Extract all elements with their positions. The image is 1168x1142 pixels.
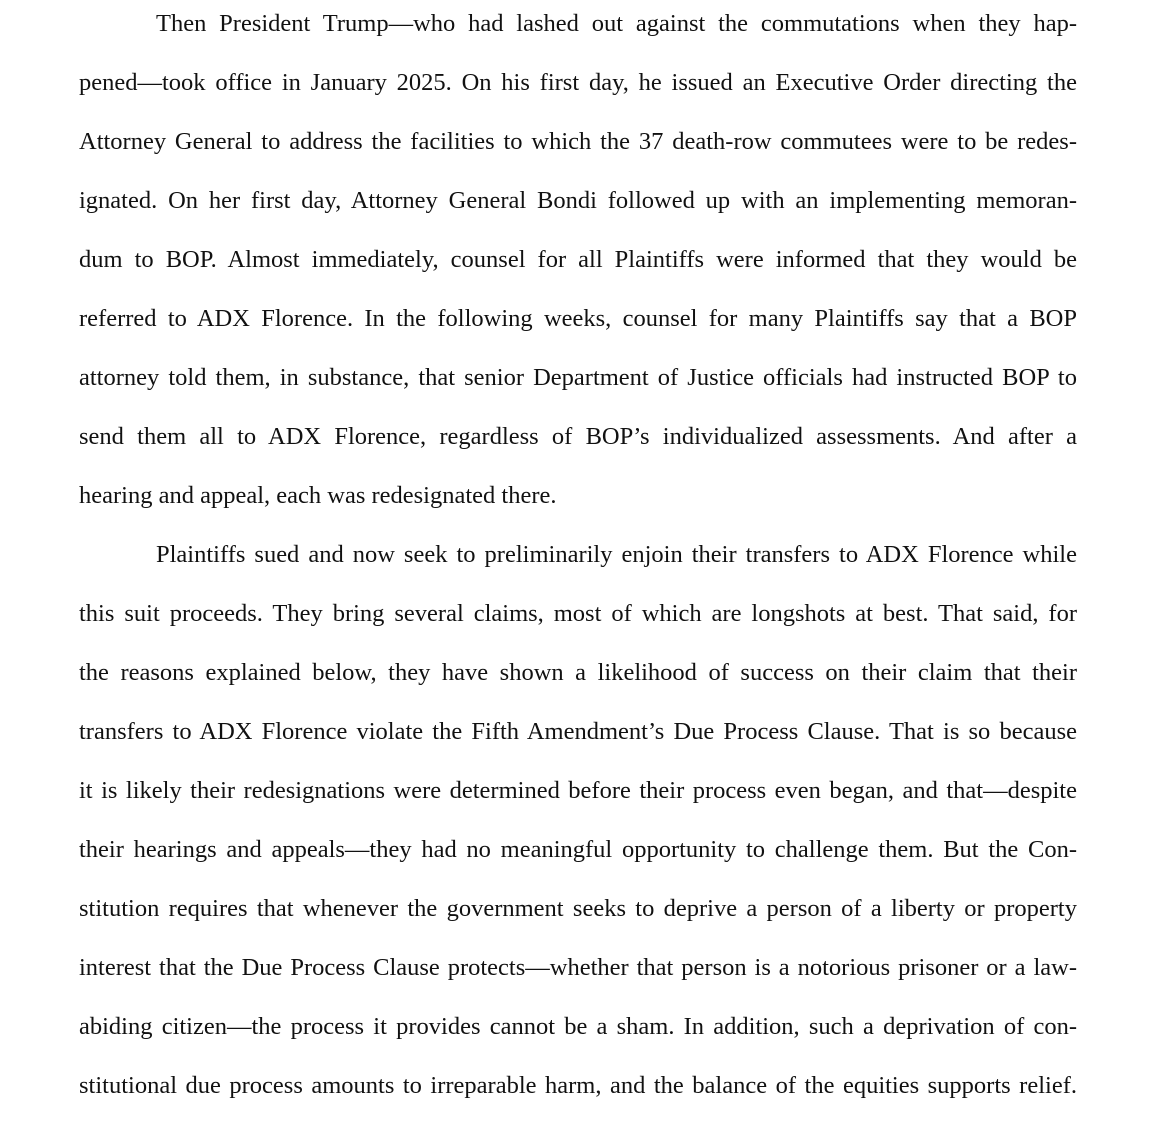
text-line: Plaintiffs sued and now seek to preliminarily enjoin their transfers to ADX Florence while <box>156 541 1077 568</box>
text-line: ignated. On her first day, Attorney General Bondi followed up with an implementing memoran- <box>79 187 1077 214</box>
text-line: pened—took office in January 2025. On his first day, he issued an Executive Order directing the <box>79 69 1077 96</box>
text-line: transfers to ADX Florence violate the Fifth Amendment’s Due Process Clause. That is so because <box>79 718 1077 745</box>
text-line: dum to BOP. Almost immediately, counsel for all Plaintiffs were informed that they would be <box>79 246 1077 273</box>
text-line: interest that the Due Process Clause protects—whether that person is a notorious prisoner or a law- <box>79 954 1077 981</box>
text-line: Then President Trump—who had lashed out against the commutations when they hap- <box>156 10 1077 37</box>
text-line: stitutional due process amounts to irreparable harm, and the balance of the equities supports relief. <box>79 1072 1077 1099</box>
text-line: their hearings and appeals—they had no meaningful opportunity to challenge them. But the Con- <box>79 836 1077 863</box>
text-line: abiding citizen—the process it provides cannot be a sham. In addition, such a deprivation of con- <box>79 1013 1077 1040</box>
text-line: this suit proceeds. They bring several claims, most of which are longshots at best. That said, for <box>79 600 1077 627</box>
text-line: stitution requires that whenever the government seeks to deprive a person of a liberty or property <box>79 895 1077 922</box>
text-line: it is likely their redesignations were determined before their process even began, and that—despite <box>79 777 1077 804</box>
text-line: attorney told them, in substance, that senior Department of Justice officials had instructed BOP to <box>79 364 1077 391</box>
text-line: Attorney General to address the facilities to which the 37 death-row commutees were to be redes- <box>79 128 1077 155</box>
text-line: hearing and appeal, each was redesignated there. <box>79 482 557 509</box>
text-line: the reasons explained below, they have shown a likelihood of success on their claim that their <box>79 659 1077 686</box>
text-line: referred to ADX Florence. In the following weeks, counsel for many Plaintiffs say that a BOP <box>79 305 1077 332</box>
text-line: send them all to ADX Florence, regardless of BOP’s individualized assessments. And after a <box>79 423 1077 450</box>
